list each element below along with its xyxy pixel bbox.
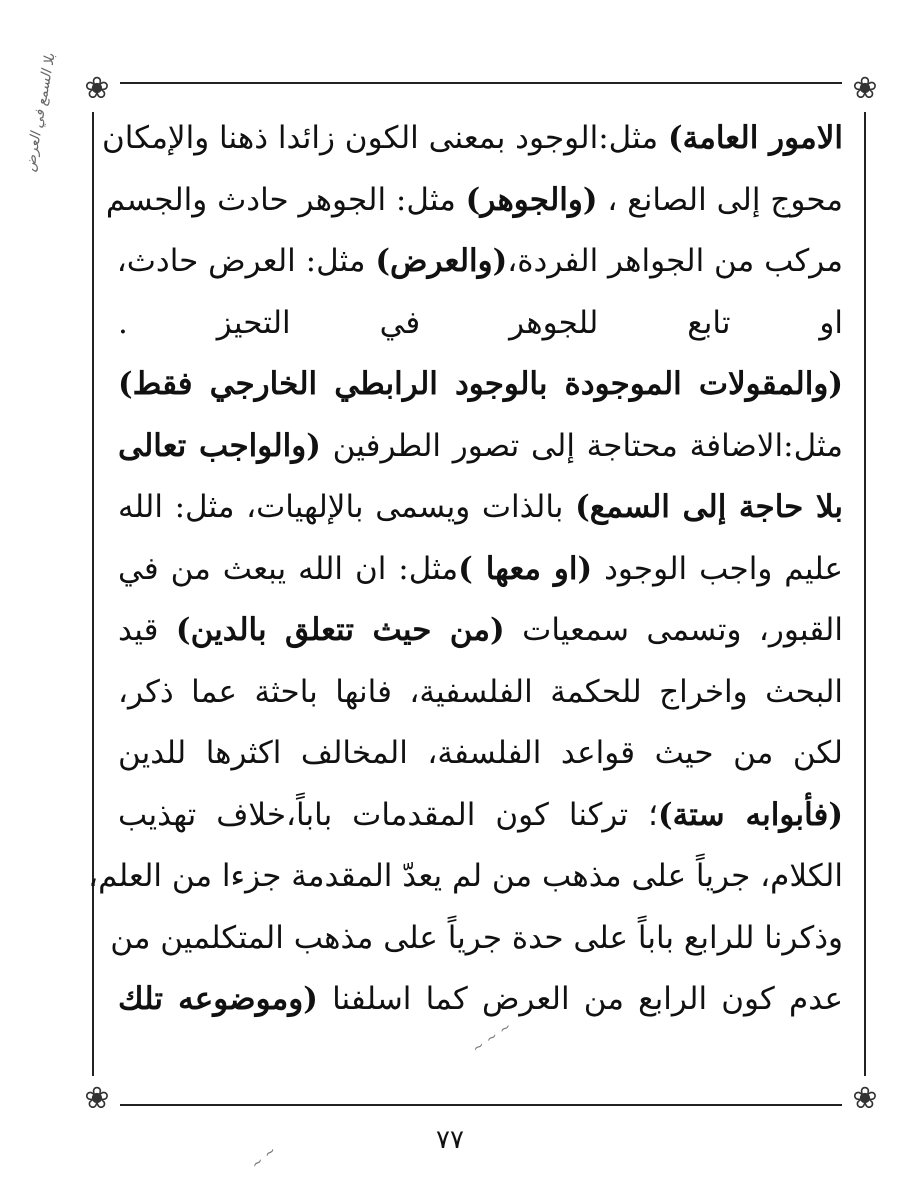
bold-text-segment: (والعرض) <box>375 243 508 279</box>
text-line <box>118 969 843 1031</box>
bold-text-segment: الامور العامة) <box>667 120 843 156</box>
text-segment: عدم كون الرابع من العرض كما اسلفنا <box>317 981 843 1017</box>
text-segment: مثل: العرض حادث، <box>116 243 376 279</box>
bold-text-segment: (والمقولات الموجودة بالوجود الرابطي الخارجي فقط) <box>118 366 843 402</box>
text-segment: لكن من حيث قواعد الفلسفة، المخالف اكثرها للدين <box>118 735 843 771</box>
text-line <box>118 785 843 847</box>
text-segment: القبور، وتسمى سمعيات <box>504 612 843 648</box>
text-segment: عليم واجب الوجود <box>592 550 843 587</box>
handwritten-margin-note: بلا السمع في العرض <box>22 52 59 173</box>
text-line <box>118 293 843 355</box>
bold-text-segment: (او معها ) <box>458 550 593 587</box>
text-line <box>110 908 843 970</box>
text-line <box>118 477 843 539</box>
bold-text-segment: (والواجب تعالى <box>118 427 321 464</box>
text-line <box>118 354 843 416</box>
corner-ornament-icon: ❀ <box>842 66 888 112</box>
text-segment: مثل: الجوهر حادث والجسم <box>105 181 466 218</box>
text-line <box>102 108 843 170</box>
text-segment: مثل:الاضافة محتاجة إلى تصور الطرفين <box>320 427 844 464</box>
text-segment: البحث واخراج للحكمة الفلسفية، فانها باحثة عما ذكر، <box>118 673 843 710</box>
handwritten-scribble: ~ ~ ~ <box>469 1018 515 1058</box>
text-line <box>118 662 843 724</box>
text-line <box>118 416 843 478</box>
text-segment: مثل:الوجود بمعنى الكون زائدا ذهنا والإمكان <box>102 120 668 156</box>
text-segment: قيد <box>118 612 176 648</box>
text-line <box>118 600 843 662</box>
body-text <box>88 108 844 1031</box>
text-segment: مركب من الجواهر الفردة، <box>507 243 843 279</box>
text-line <box>118 539 843 601</box>
text-line <box>105 170 843 232</box>
bold-text-segment: بلا حاجة إلى السمع) <box>575 489 844 525</box>
corner-ornament-icon: ❀ <box>74 1076 120 1122</box>
text-line <box>88 846 843 908</box>
bold-text-segment: (فأبوابه ستة) <box>658 796 843 833</box>
bold-text-segment: (وموضوعه تلك <box>118 981 318 1017</box>
text-segment: وذكرنا للرابع باباً على حدة جرياً على مذهب المتكلمين من <box>110 919 843 956</box>
text-segment: محوج إلى الصانع ، <box>597 181 843 218</box>
handwritten-scribble: ~ ~ <box>248 1142 280 1174</box>
text-line <box>118 231 843 293</box>
text-segment: الكلام، جرياً على مذهب من لم يعدّ المقدمة جزءا من العلم، <box>88 858 843 894</box>
text-segment: مثل: ان الله يبعث من في <box>118 550 459 587</box>
corner-ornament-icon: ❀ <box>74 66 120 112</box>
text-segment: او تابع للجوهر في التحيز . <box>118 304 843 341</box>
bold-text-segment: (والجوهر) <box>465 181 598 218</box>
page-number: ٧٧ <box>436 1125 464 1155</box>
text-segment: بالذات ويسمى بالإلهيات، مثل: الله <box>118 489 576 525</box>
text-segment: ؛ تركنا كون المقدمات باباً،خلاف تهذيب <box>118 796 659 833</box>
text-line <box>118 723 843 785</box>
bold-text-segment: (من حيث تتعلق بالدين) <box>175 612 505 648</box>
corner-ornament-icon: ❀ <box>842 1076 888 1122</box>
